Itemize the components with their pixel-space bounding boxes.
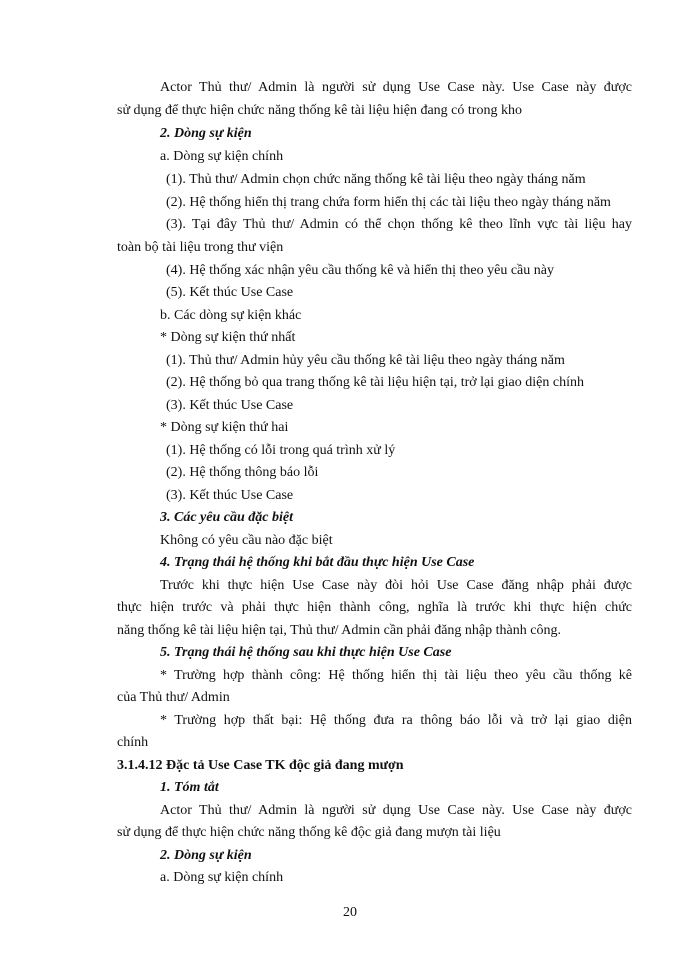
list-item: (2). Hệ thống hiển thị trang chứa form hiển thị các tài liệu theo ngày tháng năm [166, 195, 611, 210]
page-number: 20 [343, 905, 357, 920]
text-line: * Trường hợp thành công: Hệ thống hiển thị tài liệu theo yêu cầu thống kê [160, 668, 632, 683]
text-line: toàn bộ tài liệu trong thư viện [117, 240, 284, 255]
list-item: (3). Kết thúc Use Case [166, 488, 294, 503]
section-heading: 2. Dòng sự kiện [160, 126, 252, 141]
text-line: chính [117, 735, 149, 750]
section-heading: 2. Dòng sự kiện [160, 848, 252, 863]
list-item: (1). Hệ thống có lỗi trong quá trình xử lý [166, 443, 396, 458]
text-line: b. Các dòng sự kiện khác [160, 308, 302, 323]
text-line: * Trường hợp thất bại: Hệ thống đưa ra thông báo lỗi và trở lại giao diện [160, 713, 632, 728]
text-line: Trước khi thực hiện Use Case này đòi hỏi Use Case đăng nhập phải được [160, 578, 632, 593]
text-line: * Dòng sự kiện thứ nhất [160, 330, 296, 345]
text-line: Actor Thủ thư/ Admin là người sử dụng Use Case này. Use Case này được [160, 80, 632, 95]
list-item: (1). Thủ thư/ Admin chọn chức năng thống kê tài liệu theo ngày tháng năm [166, 172, 586, 187]
section-heading: 1. Tóm tắt [160, 780, 219, 795]
text-line: a. Dòng sự kiện chính [160, 870, 284, 885]
text-line: Không có yêu cầu nào đặc biệt [160, 533, 333, 548]
text-line: a. Dòng sự kiện chính [160, 149, 284, 164]
list-item: (4). Hệ thống xác nhận yêu cầu thống kê và hiển thị theo yêu cầu này [166, 263, 554, 278]
subsection-heading: 3.1.4.12 Đặc tả Use Case TK độc giả đang mượn [117, 758, 404, 773]
list-item: (2). Hệ thống thông báo lỗi [166, 465, 319, 480]
text-line: * Dòng sự kiện thứ hai [160, 420, 289, 435]
section-heading: 5. Trạng thái hệ thống sau khi thực hiện Use Case [160, 645, 452, 660]
list-item: (2). Hệ thống bỏ qua trang thống kê tài liệu hiện tại, trở lại giao diện chính [166, 375, 584, 390]
text-line: sử dụng để thực hiện chức năng thống kê tài liệu hiện đang có trong kho [117, 103, 522, 118]
text-line: sử dụng để thực hiện chức năng thống kê độc giả đang mượn tài liệu [117, 825, 501, 840]
section-heading: 3. Các yêu cầu đặc biệt [160, 510, 293, 525]
list-item: (3). Tại đây Thủ thư/ Admin có thể chọn thống kê theo lĩnh vực tài liệu hay [166, 217, 632, 232]
text-line: của Thủ thư/ Admin [117, 690, 230, 705]
text-line: Actor Thủ thư/ Admin là người sử dụng Use Case này. Use Case này được [160, 803, 632, 818]
list-item: (1). Thủ thư/ Admin hủy yêu cầu thống kê tài liệu theo ngày tháng năm [166, 353, 565, 368]
text-line: thực hiện trước và phải thực hiện thành công, nghĩa là trước khi thực hiện chức [117, 600, 632, 615]
section-heading: 4. Trạng thái hệ thống khi bắt đầu thực hiện Use Case [160, 555, 475, 570]
list-item: (3). Kết thúc Use Case [166, 398, 294, 413]
list-item: (5). Kết thúc Use Case [166, 285, 294, 300]
text-line: năng thống kê tài liệu hiện tại, Thủ thư/ Admin cần phải đăng nhập thành công. [117, 623, 561, 638]
